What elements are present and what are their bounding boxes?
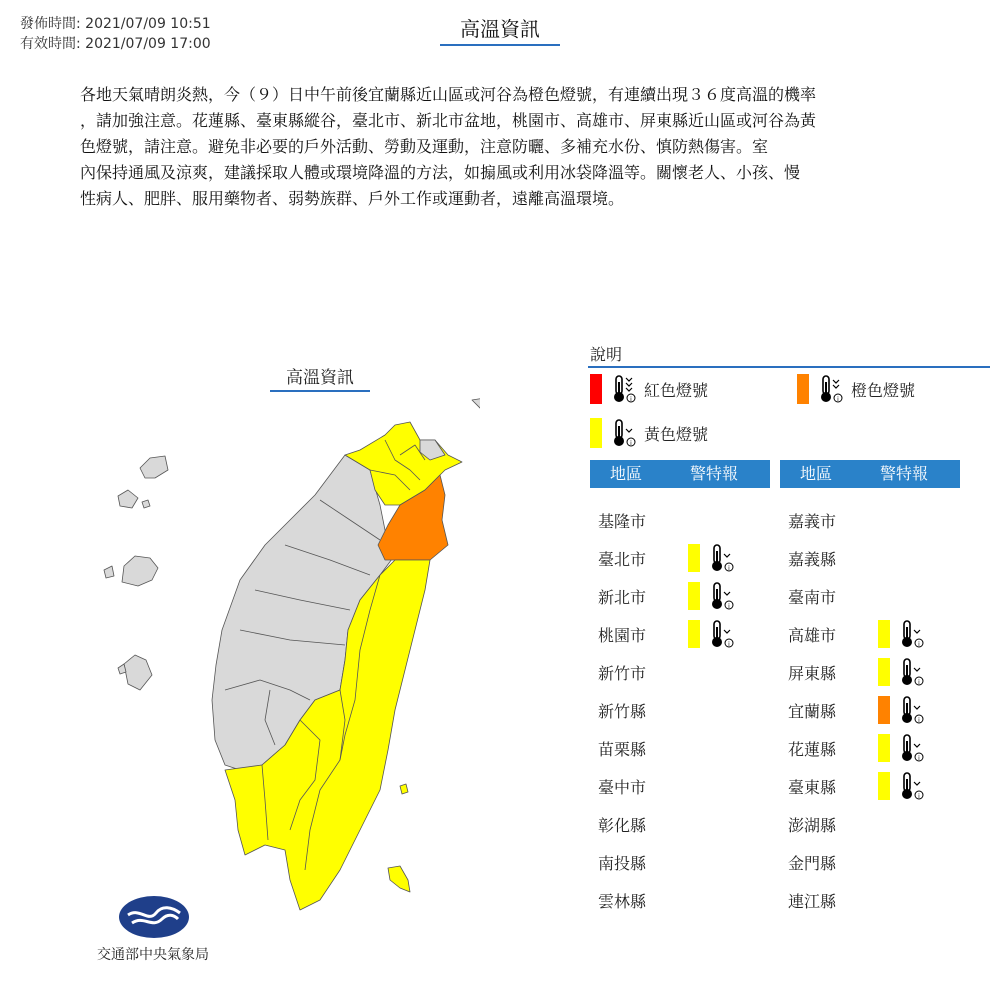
timestamps xyxy=(20,14,211,54)
description-line: 內保持通風及涼爽，建議採取人體或環境降溫的方法，如搧風或利用冰袋降溫等。關懷老人、小孩、慢 xyxy=(80,163,801,182)
table-row xyxy=(598,539,736,577)
table-row xyxy=(598,653,688,691)
alert-color-bar xyxy=(878,772,890,800)
alert-indicator xyxy=(688,581,736,611)
table-row xyxy=(788,767,926,805)
alert-indicator xyxy=(878,657,926,687)
legend-orange xyxy=(797,372,915,406)
table-row xyxy=(788,615,926,653)
region-name: 花蓮縣 xyxy=(788,739,837,759)
alert-color-bar xyxy=(688,620,700,648)
region-name: 高雄市 xyxy=(788,625,837,645)
legend-yellow xyxy=(590,416,708,450)
region-islet xyxy=(118,490,138,508)
legend-title: 說明 xyxy=(590,345,623,364)
description-line: 性病人、肥胖、服用藥物者、弱勢族群、戶外工作或運動者，遠離高溫環境。 xyxy=(80,189,625,208)
table-row xyxy=(788,729,926,767)
legend-red-label: 紅色燈號 xyxy=(644,380,709,400)
thermometer-icon xyxy=(898,771,926,801)
column-alert: 警特報 xyxy=(690,464,739,483)
thermometer-icon xyxy=(708,543,736,573)
table-row xyxy=(788,805,878,843)
alert-indicator xyxy=(878,771,926,801)
svg-text:i: i xyxy=(837,396,839,403)
legend-orange-label: 橙色燈號 xyxy=(851,380,916,400)
red-swatch xyxy=(590,374,602,404)
svg-text:i: i xyxy=(728,641,730,648)
map-title: 高溫資訊 xyxy=(270,366,370,392)
region-matsu xyxy=(472,398,480,410)
yellow-swatch xyxy=(590,418,602,448)
svg-text:i: i xyxy=(918,755,920,762)
agency-name: 交通部中央氣象局 xyxy=(97,947,209,963)
region-orchid-island xyxy=(388,866,410,892)
table-row xyxy=(598,729,688,767)
valid-time: 有效時間: 2021/07/09 17:00 xyxy=(20,36,211,52)
region-name: 基隆市 xyxy=(598,511,647,531)
region-name: 宜蘭縣 xyxy=(788,701,837,721)
svg-text:i: i xyxy=(918,793,920,800)
table-row xyxy=(598,843,688,881)
table-row xyxy=(598,577,736,615)
page-title: 高溫資訊 xyxy=(440,14,560,46)
thermometer-icon xyxy=(898,695,926,725)
table-header-left xyxy=(590,460,770,488)
alert-color-bar xyxy=(878,696,890,724)
region-name: 嘉義縣 xyxy=(788,549,837,569)
svg-text:i: i xyxy=(630,396,632,403)
cwb-logo xyxy=(118,895,190,939)
orange-swatch xyxy=(797,374,809,404)
alert-indicator xyxy=(688,543,736,573)
region-name: 嘉義市 xyxy=(788,511,837,531)
region-green-island xyxy=(400,784,408,794)
description-line: 色燈號，請注意。避免非必要的戶外活動、勞動及運動，注意防曬、多補充水份、慎防熱傷害。室 xyxy=(80,137,769,156)
table-row xyxy=(788,501,878,539)
legend-divider xyxy=(588,366,990,368)
taiwan-map xyxy=(90,390,480,920)
svg-text:i: i xyxy=(630,440,632,447)
description-line: 各地天氣晴朗炎熱，今（９）日中午前後宜蘭縣近山區或河谷為橙色燈號，有連續出現３６度高溫的機率 xyxy=(80,85,817,104)
thermometer-icon xyxy=(817,374,845,404)
column-region: 地區 xyxy=(800,464,833,483)
svg-text:i: i xyxy=(728,603,730,610)
alert-indicator xyxy=(878,695,926,725)
table-row xyxy=(788,653,926,691)
region-name: 彰化縣 xyxy=(598,815,647,835)
column-alert: 警特報 xyxy=(880,464,929,483)
region-name: 苗栗縣 xyxy=(598,739,647,759)
alert-indicator xyxy=(878,619,926,649)
table-row xyxy=(788,539,878,577)
svg-text:i: i xyxy=(918,641,920,648)
alert-indicator xyxy=(878,733,926,763)
alert-color-bar xyxy=(878,658,890,686)
region-name: 連江縣 xyxy=(788,891,837,911)
issued-time: 發佈時間: 2021/07/09 10:51 xyxy=(20,16,211,32)
alert-color-bar xyxy=(878,620,890,648)
description-line: ，請加強注意。花蓮縣、臺東縣縱谷，臺北市、新北市盆地，桃園市、高雄市、屏東縣近山區或河谷為黃 xyxy=(80,111,817,130)
region-name: 南投縣 xyxy=(598,853,647,873)
thermometer-icon xyxy=(898,733,926,763)
alert-color-bar xyxy=(688,544,700,572)
thermometer-icon xyxy=(898,619,926,649)
region-name: 新竹縣 xyxy=(598,701,647,721)
table-row xyxy=(598,805,688,843)
legend-yellow-label: 黃色燈號 xyxy=(644,424,709,444)
region-name: 臺東縣 xyxy=(788,777,837,797)
table-row xyxy=(598,691,688,729)
thermometer-icon xyxy=(610,418,638,448)
thermometer-icon xyxy=(610,374,638,404)
table-row xyxy=(598,881,688,919)
thermometer-icon xyxy=(708,619,736,649)
svg-text:i: i xyxy=(918,717,920,724)
region-name: 臺中市 xyxy=(598,777,647,797)
region-penghu xyxy=(122,556,158,586)
region-name: 桃園市 xyxy=(598,625,647,645)
region-islet xyxy=(140,456,168,478)
region-name: 臺北市 xyxy=(598,549,647,569)
region-name: 臺南市 xyxy=(788,587,837,607)
thermometer-icon xyxy=(708,581,736,611)
region-islet xyxy=(142,500,150,508)
region-penghu-islet xyxy=(124,655,152,690)
alert-indicator xyxy=(688,619,736,649)
column-region: 地區 xyxy=(610,464,643,483)
table-row xyxy=(598,501,688,539)
description xyxy=(80,82,920,212)
region-penghu-islet xyxy=(104,566,114,578)
legend-red xyxy=(590,372,708,406)
table-row xyxy=(598,767,688,805)
region-name: 屏東縣 xyxy=(788,663,837,683)
table-row xyxy=(788,577,878,615)
svg-text:i: i xyxy=(918,679,920,686)
region-name: 雲林縣 xyxy=(598,891,647,911)
thermometer-icon xyxy=(898,657,926,687)
table-row xyxy=(788,843,878,881)
region-name: 澎湖縣 xyxy=(788,815,837,835)
table-header-right xyxy=(780,460,960,488)
region-name: 新北市 xyxy=(598,587,647,607)
table-row xyxy=(788,691,926,729)
svg-text:i: i xyxy=(728,565,730,572)
region-name: 新竹市 xyxy=(598,663,647,683)
table-row xyxy=(788,881,878,919)
table-row xyxy=(598,615,736,653)
alert-color-bar xyxy=(878,734,890,762)
alert-color-bar xyxy=(688,582,700,610)
region-name: 金門縣 xyxy=(788,853,837,873)
